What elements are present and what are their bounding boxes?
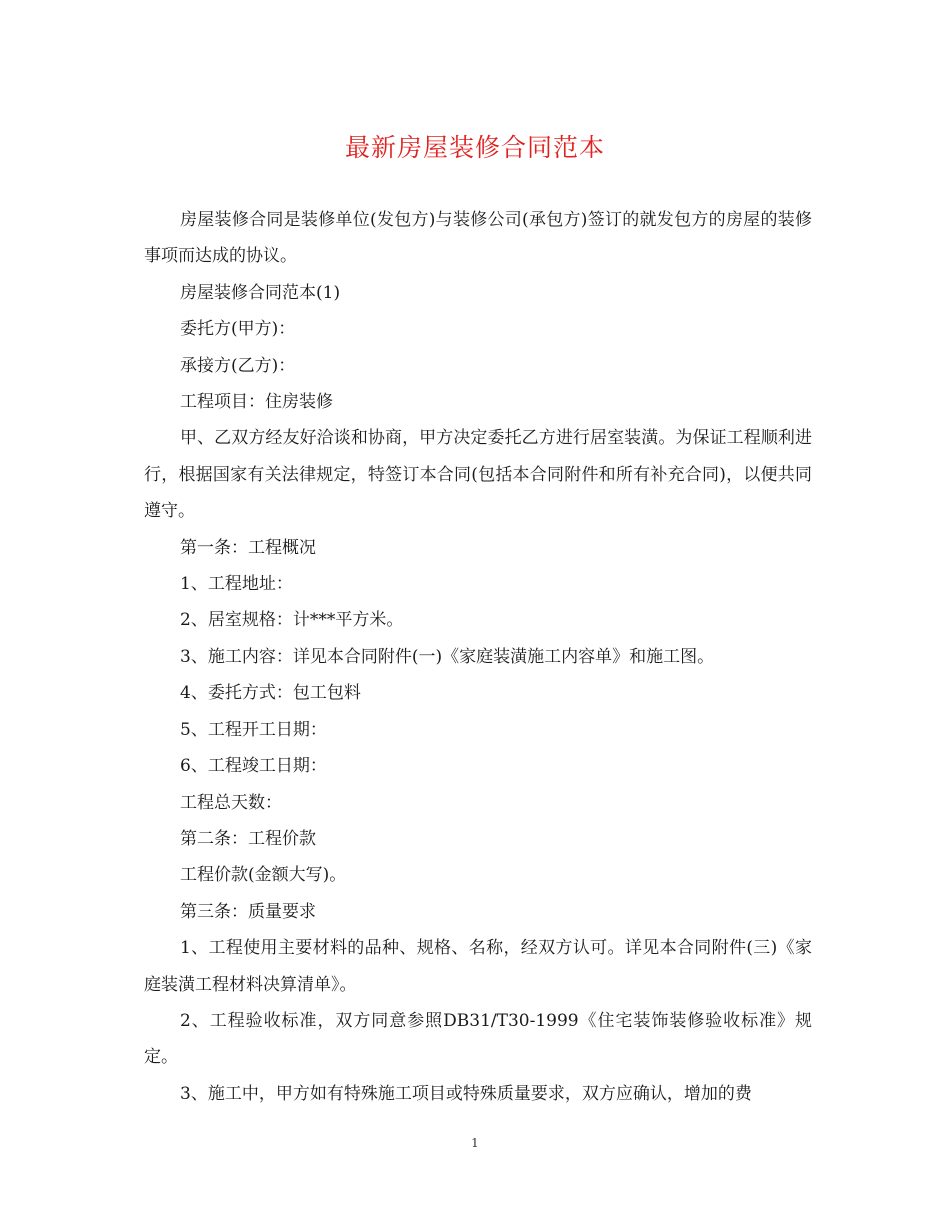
paragraph-agreement: 甲、乙双方经友好洽谈和协商，甲方决定委托乙方进行居室装潢。为保证工程顺利进行，根据国家有关法律规定，特签订本合同(包括本合同附件和所有补充合同)，以便共同遵守。 (144, 428, 812, 522)
paragraph-price: 工程价款(金额大写)。 (180, 865, 347, 886)
paragraph-article-3: 第三条：质量要求 (180, 901, 316, 922)
paragraph-intro: 房屋装修合同是装修单位(发包方)与装修公司(承包方)签订的就发包方的房屋的装修事项而达成的协议。 (144, 210, 812, 267)
paragraph-party-a: 委托方(甲方)： (180, 319, 296, 340)
paragraph-item-start: 5、工程开工日期： (180, 719, 327, 740)
document-title: 最新房屋装修合同范本 (344, 133, 605, 162)
paragraph-item-mode: 4、委托方式：包工包料 (180, 683, 361, 704)
paragraph-item-address: 1、工程地址： (180, 574, 293, 595)
paragraph-total-days: 工程总天数： (180, 792, 282, 813)
paragraph-item-size: 2、居室规格：计***平方米。 (180, 610, 404, 631)
paragraph-project: 工程项目：住房装修 (180, 392, 333, 413)
document-body (144, 202, 812, 1112)
paragraph-quality-1: 1、工程使用主要材料的品种、规格、名称，经双方认可。详见本合同附件(三)《家庭装潢工程材料决算清单》。 (144, 938, 812, 995)
paragraph-party-b: 承接方(乙方)： (180, 355, 296, 376)
paragraph-item-end: 6、工程竣工日期： (180, 756, 327, 777)
paragraph-item-content: 3、施工内容：详见本合同附件(一)《家庭装潢施工内容单》和施工图。 (180, 646, 715, 667)
paragraph-article-1: 第一条：工程概况 (180, 537, 316, 558)
paragraph-sample-heading: 房屋装修合同范本(1) (180, 282, 341, 303)
paragraph-article-2: 第二条：工程价款 (180, 828, 316, 849)
paragraph-quality-3: 3、施工中，甲方如有特殊施工项目或特殊质量要求，双方应确认，增加的费 (180, 1083, 752, 1104)
page-number: 1 (471, 1136, 479, 1150)
paragraph-quality-2: 2、工程验收标准，双方同意参照DB31/T30-1999《住宅装饰装修验收标准》规定。 (144, 1010, 812, 1068)
